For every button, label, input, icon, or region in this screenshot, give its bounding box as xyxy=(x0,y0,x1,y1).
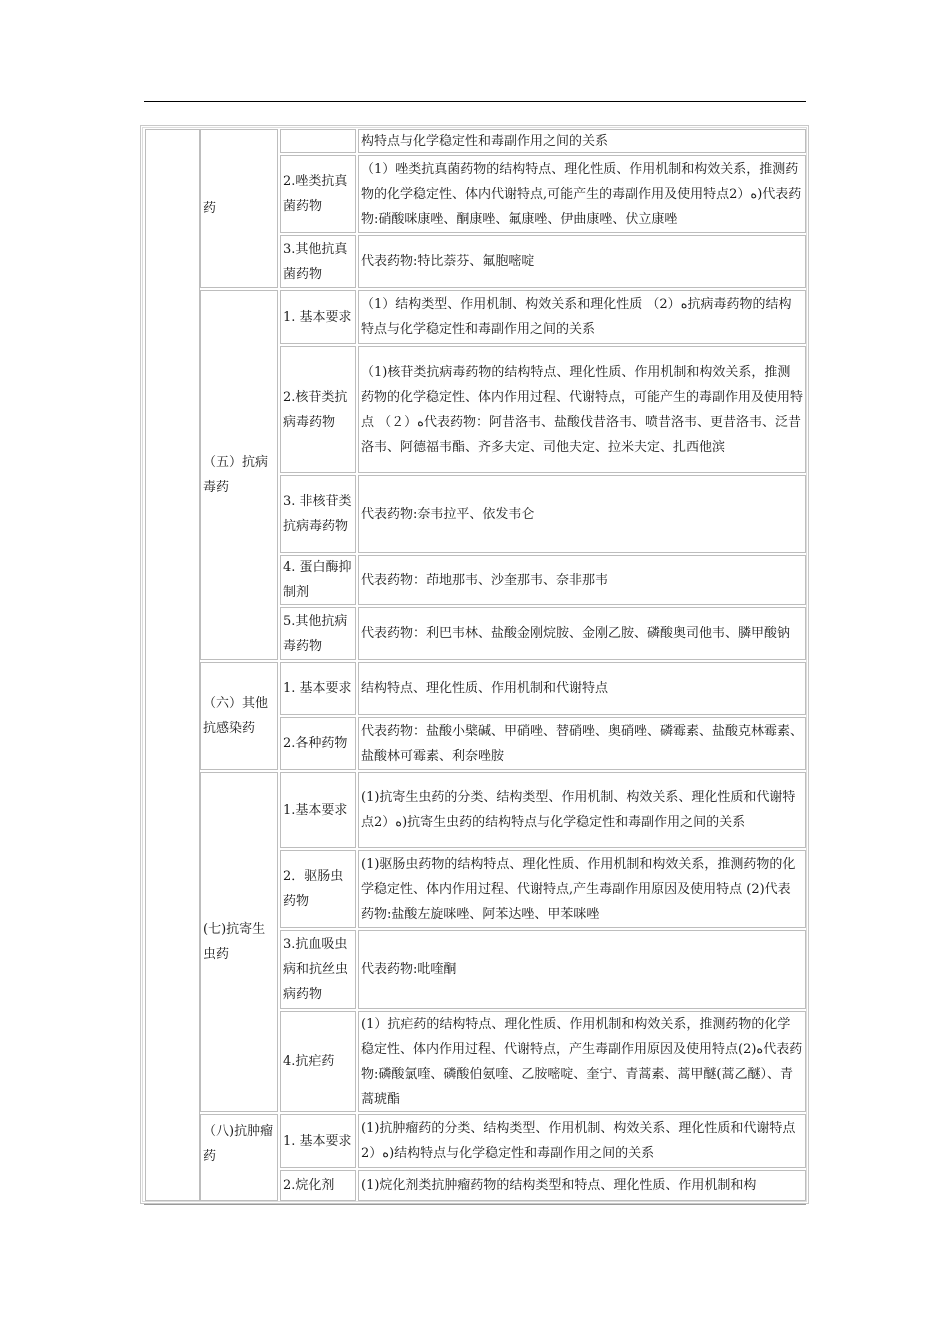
item-content: (1)抗肿瘤药的分类、结构类型、作用机制、构效关系、理化性质和代谢特点2）ه)结构特点与化学稳定性和毒副作用之间的关系 xyxy=(358,1114,806,1168)
item-label: 1.基本要求 xyxy=(280,772,356,848)
item-label: 2.各种药物 xyxy=(280,717,356,770)
section-label: （五）抗病毒药 xyxy=(200,290,278,660)
item-content: 结构特点、理化性质、作用机制和代谢特点 xyxy=(358,662,806,715)
item-label: 1. 基本要求 xyxy=(280,290,356,344)
item-label: 2.核苷类抗病毒药物 xyxy=(280,346,356,473)
item-content: (1)烷化剂类抗肿瘤药物的结构类型和特点、理化性质、作用机制和构 xyxy=(358,1170,806,1201)
item-content: (1)抗寄生虫药的分类、结构类型、作用机制、构效关系、理化性质和代谢特点2）ه)抗寄生虫药的结构特点与化学稳定性和毒副作用之间的关系 xyxy=(358,772,806,848)
item-label: 3.抗血吸虫病和抗丝虫病药物 xyxy=(280,930,356,1009)
item-label: 2.烷化剂 xyxy=(280,1170,356,1201)
item-content: (1）抗疟药的结构特点、理化性质、作用机制和构效关系，推测药物的化学稳定性、体内作用过程、代谢特点，产生毒副作用原因及使用特点(2)ه代表药物:磷酸氯喹、磷酸伯氨喹、乙胺嘧啶、奎宁、青蒿素、蒿甲醚(蒿乙醚）、青蒿琥酯 xyxy=(358,1011,806,1112)
item-label: 5.其他抗病毒药物 xyxy=(280,607,356,660)
item-label: 3.其他抗真菌药物 xyxy=(280,235,356,288)
item-content: 代表药物:奈韦拉平、依发韦仑 xyxy=(358,475,806,553)
item-label: 3. 非核苷类抗病毒药物 xyxy=(280,475,356,553)
category-column-empty xyxy=(145,129,200,1201)
item-content: 代表药物：利巴韦林、盐酸金刚烷胺、金刚乙胺、磷酸奥司他韦、膦甲酸钠 xyxy=(358,607,806,660)
item-label: 1. 基本要求 xyxy=(280,662,356,715)
item-content: （1）唑类抗真菌药物的结构特点、理化性质、作用机制和构效关系，推测药物的化学稳定性、体内代谢特点,可能产生的毒副作用及使用特点2）ه)代表药物:硝酸咪康唑、酮康唑、氟康唑、伊曲康唑、伏立康唑 xyxy=(358,155,806,233)
item-label: 1. 基本要求 xyxy=(280,1114,356,1168)
item-content: 构特点与化学稳定性和毒副作用之间的关系 xyxy=(358,129,806,153)
section-label: （八)抗肿瘤药 xyxy=(200,1114,278,1201)
item-content: （1）结构类型、作用机制、构效关系和理化性质 （2）ه抗病毒药物的结构特点与化学稳定性和毒副作用之间的关系 xyxy=(358,290,806,344)
item-content: 代表药物：盐酸小檗碱、甲硝唑、替硝唑、奥硝唑、磷霉素、盐酸克林霉素、盐酸林可霉素、利奈唑胺 xyxy=(358,717,806,770)
item-label xyxy=(280,129,356,153)
item-content: (1)驱肠虫药物的结构特点、理化性质、作用机制和构效关系，推测药物的化学稳定性、体内作用过程、代谢特点,产生毒副作用原因及使用特点 (2)代表药物:盐酸左旋咪唑、阿苯达唑、甲苯咪唑 xyxy=(358,850,806,928)
section-label: 药 xyxy=(200,129,278,288)
section-label: (七)抗寄生虫药 xyxy=(200,772,278,1112)
item-label: 2.唑类抗真菌药物 xyxy=(280,155,356,233)
item-label: 4.抗疟药 xyxy=(280,1011,356,1112)
item-label: 2．驱肠虫药物 xyxy=(280,850,356,928)
item-content: 代表药物:吡喹酮 xyxy=(358,930,806,1009)
section-label: （六）其他抗感染药 xyxy=(200,662,278,770)
table-bottom-rule xyxy=(144,1204,806,1205)
item-content: 代表药物:特比萘芬、氟胞嘧啶 xyxy=(358,235,806,288)
item-content: 代表药物：茚地那韦、沙奎那韦、奈非那韦 xyxy=(358,555,806,605)
item-content: （1)核苷类抗病毒药物的结构特点、理化性质、作用机制和构效关系，推测药物的化学稳定性、体内作用过程、代谢特点，可能产生的毒副作用及使用特点 （２）ه代表药物：阿昔洛韦、盐酸伐昔洛韦、喷昔洛韦、更昔洛韦、泛昔洛韦、阿德福韦酯、齐多夫定、司他夫定、拉米夫定、扎西他滨 xyxy=(358,346,806,473)
header-rule xyxy=(144,101,806,102)
item-label: 4. 蛋白酶抑制剂 xyxy=(280,555,356,605)
